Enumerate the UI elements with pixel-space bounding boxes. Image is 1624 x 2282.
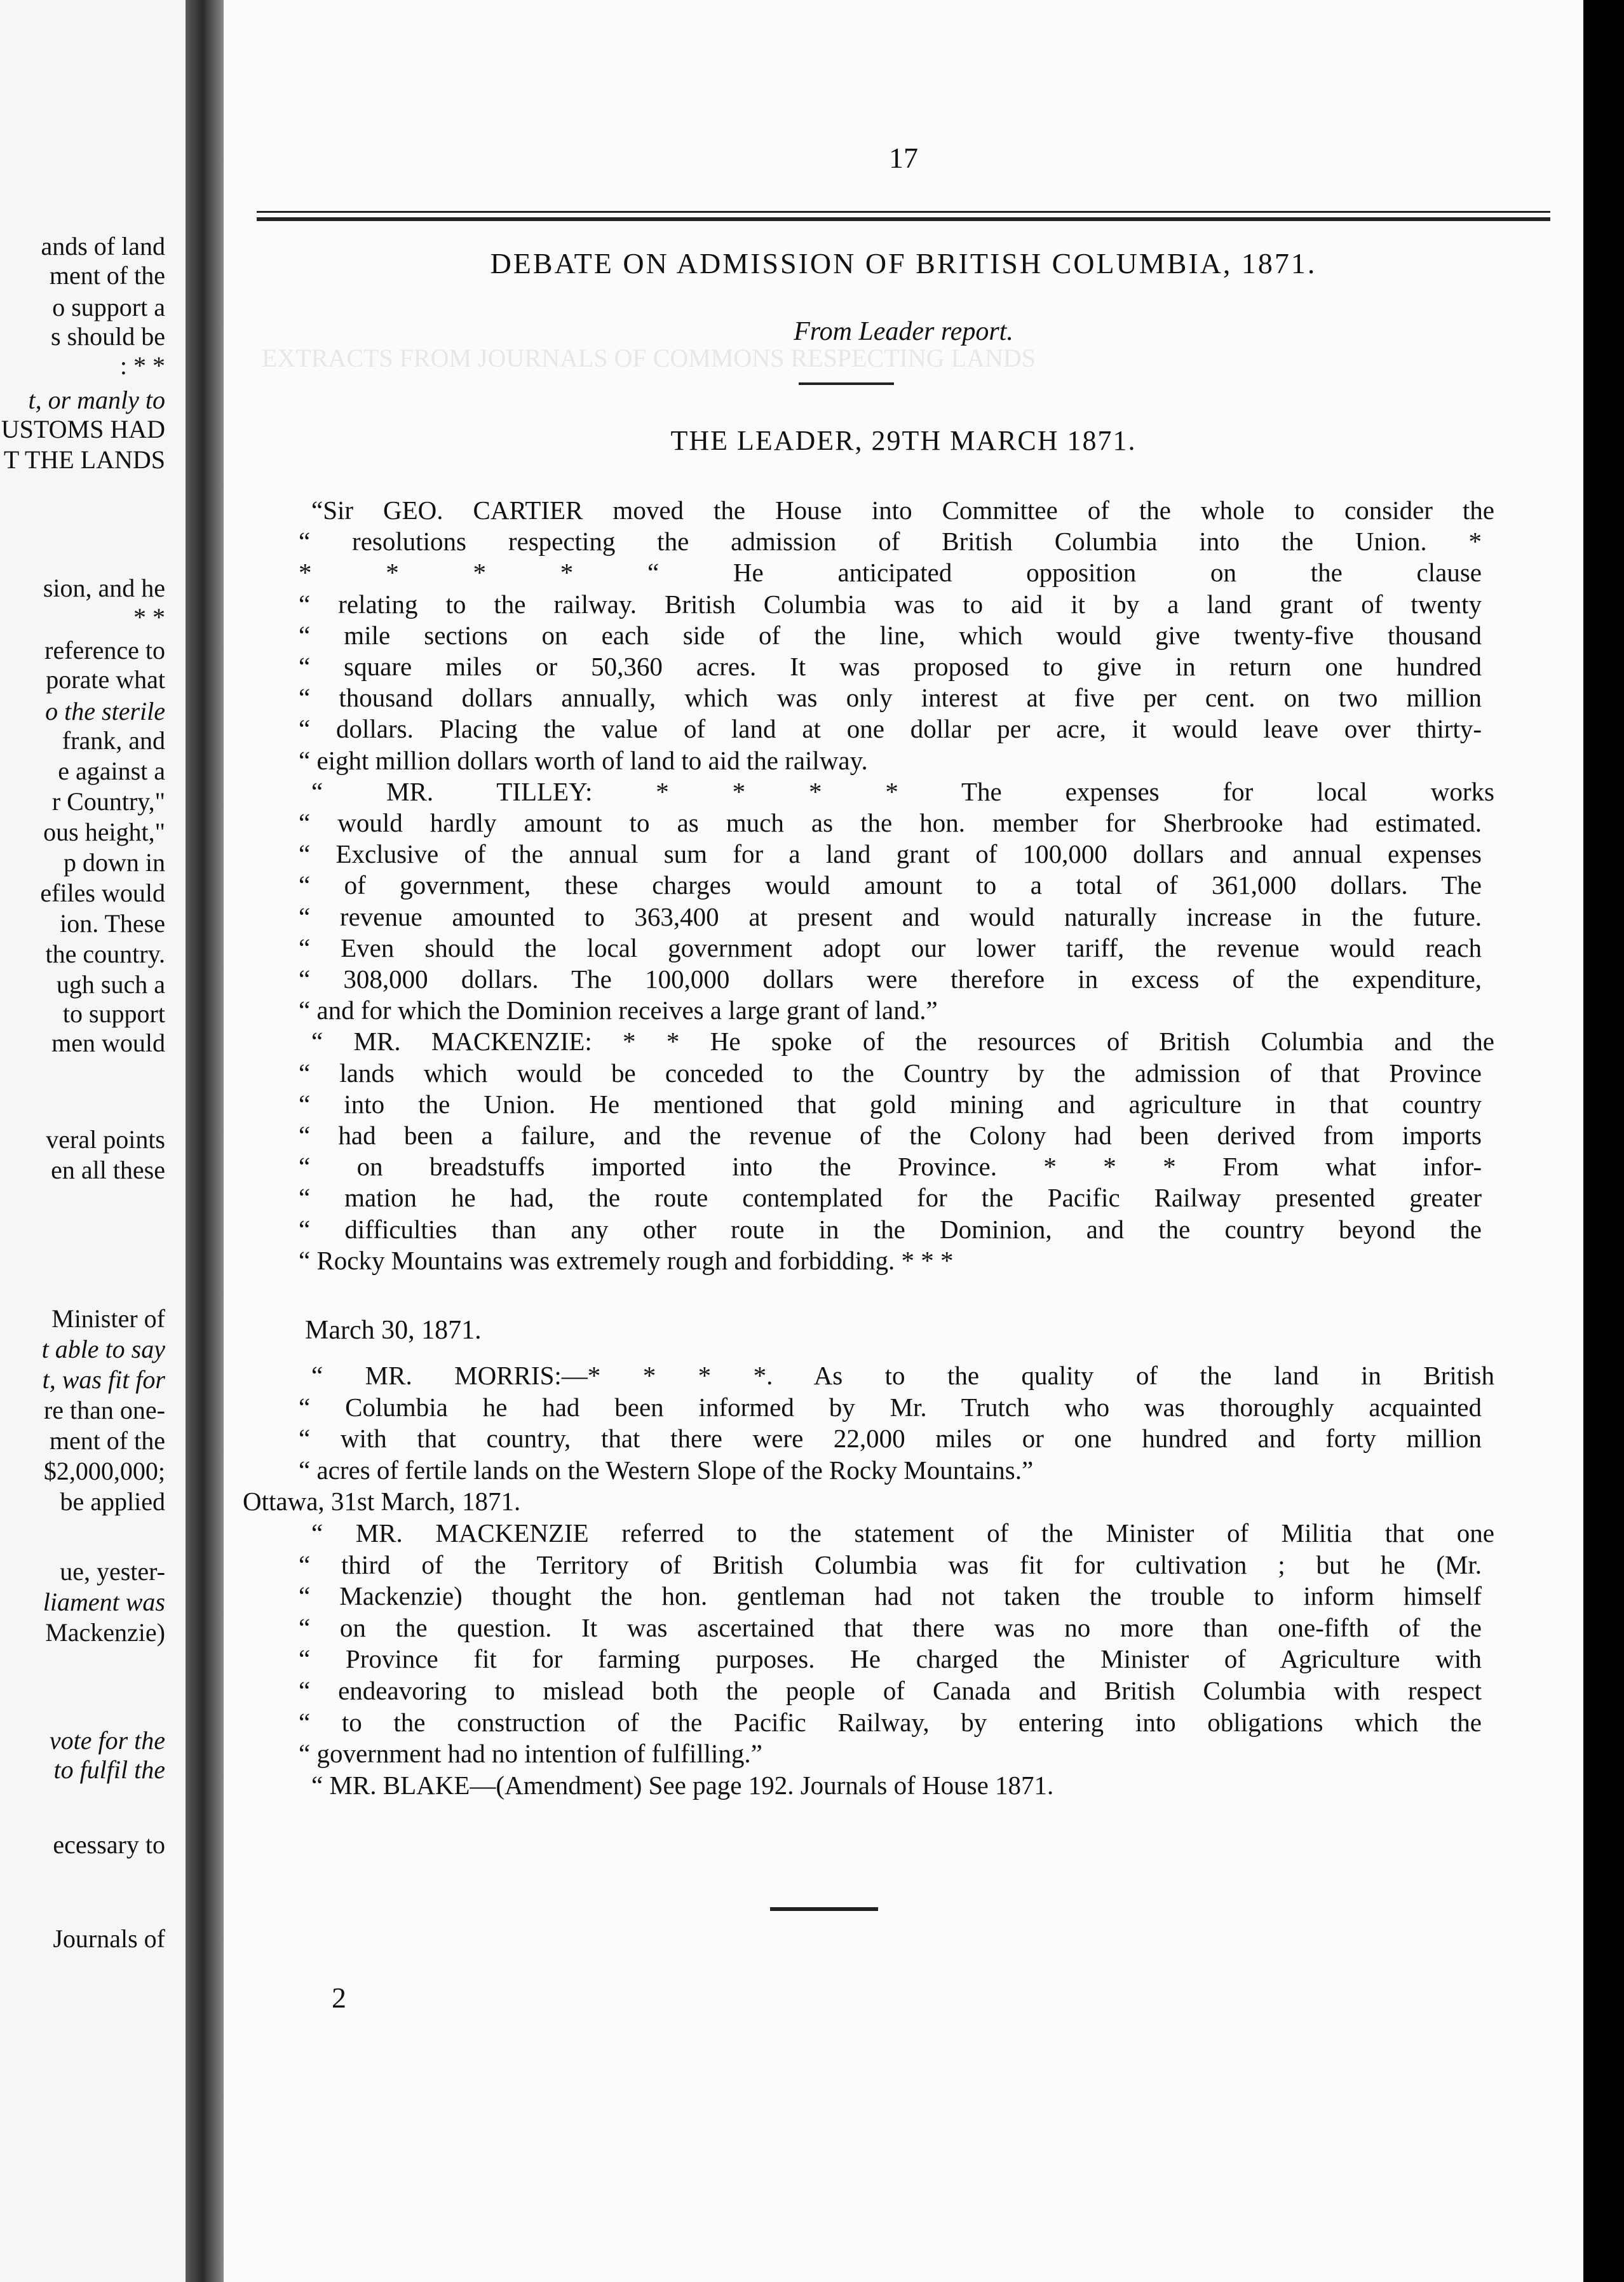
body-line: “ square miles or 50,360 acres. It was proposed to give in return one hundred xyxy=(299,652,1482,681)
body-line: “ MR. TILLEY: * * * * The expenses for local works xyxy=(311,776,1494,806)
body-line: “ government had no intention of fulfilling.” xyxy=(299,1739,762,1769)
left-page-line: t, or manly to xyxy=(28,386,165,414)
left-page-line: s should be xyxy=(51,322,165,351)
dateline: THE LEADER, 29TH MARCH 1871. xyxy=(670,425,1137,456)
closing-rule xyxy=(770,1907,878,1911)
body-line: Ottawa, 31st March, 1871. xyxy=(243,1487,521,1516)
left-page-line: ment of the xyxy=(49,261,165,290)
body-line: “ and for which the Dominion receives a large grant of land.” xyxy=(299,996,938,1025)
body-line: “ acres of fertile lands on the Western Slope of the Rocky Mountains.” xyxy=(299,1455,1034,1485)
body-line: “ Mackenzie) thought the hon. gentleman had not taken the trouble to inform himself xyxy=(299,1581,1482,1611)
left-page-line: ment of the xyxy=(49,1426,165,1455)
left-page-line: T THE LANDS xyxy=(3,445,165,474)
bleed-through-text: EXTRACTS FROM JOURNALS OF COMMONS RESPECTING LANDS xyxy=(262,344,1036,372)
left-page-line: re than one- xyxy=(43,1396,165,1424)
left-page-line: r Country," xyxy=(51,787,165,816)
left-page-line: ands of land xyxy=(41,232,165,260)
body-line: “ Columbia he had been informed by Mr. Trutch who was thoroughly acquainted xyxy=(299,1392,1482,1422)
left-page-line: t, was fit for xyxy=(42,1365,165,1394)
left-page-line: men would xyxy=(51,1029,165,1057)
scan-border xyxy=(1583,0,1624,2282)
left-page-line: efiles would xyxy=(40,879,165,907)
left-page-line: to fulfil the xyxy=(53,1755,165,1784)
signature-mark: 2 xyxy=(332,1982,346,2014)
body-line: “ lands which would be conceded to the Country by the admission of that Province xyxy=(299,1058,1482,1088)
body-line: “ thousand dollars annually, which was only interest at five per cent. on two million xyxy=(299,683,1482,713)
left-page-line: o the sterile xyxy=(45,697,165,726)
left-page-line: veral points xyxy=(46,1125,165,1154)
body-line: “ revenue amounted to 363,400 at present and would naturally increase in the future. xyxy=(299,901,1482,931)
left-page-line: USTOMS HAD xyxy=(1,415,165,443)
body-line: “ mile sections on each side of the line, which would give twenty-five thousand xyxy=(299,620,1482,650)
left-page-line: ue, yester- xyxy=(60,1557,165,1586)
body-line: “ 308,000 dollars. The 100,000 dollars were therefore in excess of the expenditure, xyxy=(299,964,1482,994)
left-page-line: e against a xyxy=(58,757,165,785)
left-page-line: t able to say xyxy=(41,1335,165,1363)
left-page-line: porate what xyxy=(46,665,165,694)
left-page-line: $2,000,000; xyxy=(43,1457,165,1485)
body-line: “ into the Union. He mentioned that gold mining and agriculture in that country xyxy=(299,1089,1482,1119)
left-page-line: Minister of xyxy=(51,1304,165,1333)
left-page-line: ion. These xyxy=(60,909,165,938)
header-rule-top xyxy=(257,211,1550,213)
body-line: “ would hardly amount to as much as the hon. member for Sherbrooke had estimated. xyxy=(299,808,1482,837)
left-page-line: the country. xyxy=(45,940,165,968)
left-page-line: en all these xyxy=(51,1156,165,1184)
left-page-line: Mackenzie) xyxy=(45,1618,165,1647)
page-subtitle: From Leader report. xyxy=(794,317,1013,346)
left-page-line: * * xyxy=(133,603,165,631)
body-line: “ mation he had, the route contemplated for the Pacific Railway presented greater xyxy=(299,1183,1482,1213)
left-page-line: ugh such a xyxy=(56,970,165,999)
body-line: “ Province fit for farming purposes. He charged the Minister of Agriculture with xyxy=(299,1644,1482,1674)
book-gutter xyxy=(186,0,224,2282)
body-line: “Sir GEO. CARTIER moved the House into Committee of the whole to consider the xyxy=(311,496,1494,525)
left-page-line: ecessary to xyxy=(53,1830,165,1859)
body-line: “ to the construction of the Pacific Railway, by entering into obligations which the xyxy=(299,1707,1482,1737)
left-page-line: vote for the xyxy=(49,1726,165,1755)
header-rule-bottom xyxy=(257,217,1550,221)
subtitle-rule xyxy=(799,382,894,385)
body-line: “ Rocky Mountains was extremely rough and forbidding. * * * xyxy=(299,1245,954,1275)
left-page-line: sion, and he xyxy=(43,574,165,602)
left-page-line: be applied xyxy=(60,1487,165,1516)
body-line: “ MR. MACKENZIE referred to the statement of the Minister of Militia that one xyxy=(311,1518,1494,1548)
body-line: “ third of the Territory of British Columbia was fit for cultivation ; but he (Mr. xyxy=(299,1549,1482,1579)
main-page xyxy=(224,0,1583,2282)
body-line: “ relating to the railway. British Columbia was to aid it by a land grant of twenty xyxy=(299,589,1482,619)
body-line: “ of government, these charges would amount to a total of 361,000 dollars. The xyxy=(299,870,1482,900)
left-page-line: ous height," xyxy=(43,818,165,846)
left-page-line: o support a xyxy=(52,293,165,321)
body-line: “ Exclusive of the annual sum for a land grant of 100,000 dollars and annual expenses xyxy=(299,839,1482,869)
body-line: “ Even should the local government adopt our lower tariff, the revenue would reach xyxy=(299,933,1482,962)
body-line: “ resolutions respecting the admission of British Columbia into the Union. * xyxy=(299,527,1482,557)
body-line: “ on breadstuffs imported into the Province. * * * From what infor- xyxy=(299,1152,1482,1182)
body-line: “ MR. MACKENZIE: * * He spoke of the resources of British Columbia and the xyxy=(311,1027,1494,1057)
left-page-line: Journals of xyxy=(53,1924,165,1953)
left-page-line: reference to xyxy=(44,636,165,665)
body-line: “ eight million dollars worth of land to aid the railway. xyxy=(299,745,868,775)
left-page-line: liament was xyxy=(43,1588,165,1616)
left-page-line: p down in xyxy=(64,848,165,877)
body-line: “ with that country, that there were 22,000 miles or one hundred and forty million xyxy=(299,1424,1482,1454)
page-number: 17 xyxy=(889,142,918,174)
body-line: “ MR. BLAKE—(Amendment) See page 192. Journals of House 1871. xyxy=(311,1770,1054,1800)
body-line: * * * * “ He anticipated opposition on the clause xyxy=(299,558,1482,588)
page-title: DEBATE ON ADMISSION OF BRITISH COLUMBIA, 1871. xyxy=(490,247,1317,280)
body-line: “ dollars. Placing the value of land at one dollar per acre, it would leave over thirty- xyxy=(299,714,1482,744)
body-line: “ MR. MORRIS:—* * * *. As to the quality of the land in British xyxy=(311,1361,1494,1390)
body-line: “ difficulties than any other route in the Dominion, and the country beyond the xyxy=(299,1214,1482,1244)
body-line: “ had been a failure, and the revenue of the Colony had been derived from imports xyxy=(299,1121,1482,1150)
left-page-line: frank, and xyxy=(62,726,165,755)
left-page-line: to support xyxy=(62,999,165,1028)
left-page-fragment xyxy=(0,0,186,2282)
left-page-line: : * * xyxy=(119,351,165,380)
body-line: “ on the question. It was ascertained that there was no more than one-fifth of the xyxy=(299,1612,1482,1642)
march-30-heading: March 30, 1871. xyxy=(305,1316,482,1345)
body-line: “ endeavoring to mislead both the people of Canada and British Columbia with respect xyxy=(299,1676,1482,1705)
